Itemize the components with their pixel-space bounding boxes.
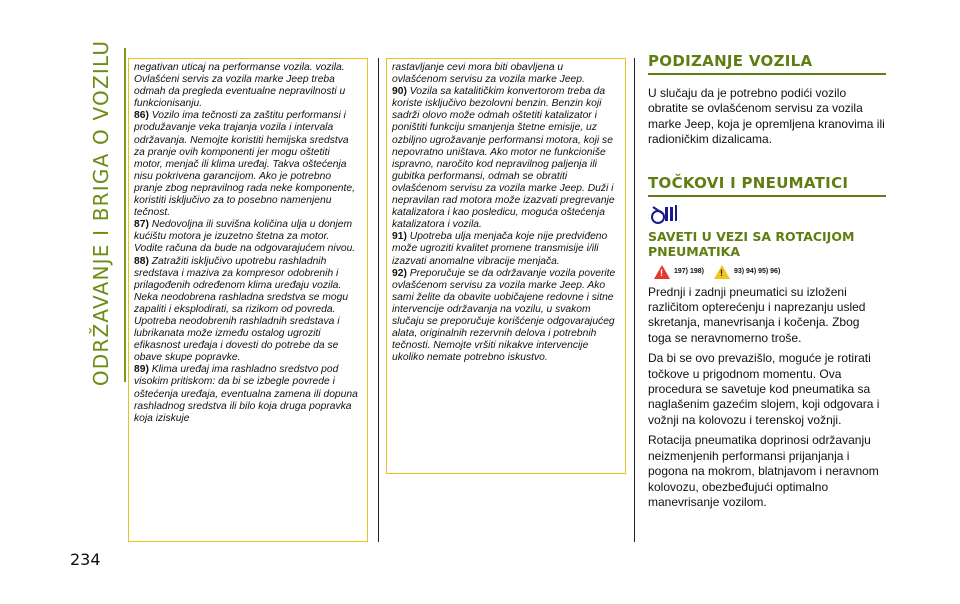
note-87: 87) Nedovoljna ili suvišna količina ulja u donjem kućištu motora je izuzetno štetna za motor. Vodite računa da bude na odgovarajućem nivou.	[134, 219, 356, 255]
caution-refs: 93) 94) 95) 96)	[733, 268, 781, 276]
subheading-rotation: SAVETI U VEZI SA ROTACIJOM PNEUMATIKA	[648, 228, 855, 259]
column-separator-2	[634, 58, 635, 542]
note-91: 91) Upotreba ulja menjača koje nije predviđeno može ugroziti kvalitet promene transmisije i/ili izazvati anomalne vibracije menjača.	[392, 231, 608, 267]
heading-lifting: PODIZANJE VOZILA	[648, 52, 886, 75]
side-title-text: ODRŽAVANJE I BRIGA O VOZILU	[89, 39, 114, 387]
caution-icon: !	[714, 265, 730, 279]
side-rule	[124, 48, 126, 382]
tire-icon	[650, 203, 678, 225]
rotation-paragraph-3: Rotacija pneumatika doprinosi održavanju neizmenjenih performansi prijanjanja i pogona na mokrom, blatnjavom i neravnom kolovozu, obezbeđujući optimalno manevrisanje vozilom.	[648, 433, 879, 509]
warning-box-left	[128, 58, 368, 542]
danger-icon: !	[654, 265, 670, 279]
note-92: 92) Preporučuje se da održavanje vozila poverite ovlašćenom servisu za vozila marke Jeep. Ako sami želite da obavite uobičajene redovne i sitne intervencije održavanja na vozilu, u svakom slučaju se preporučuje korišćenje odgovarajućeg alata, originalnih rezervnih delova i potrebnih tečnosti. Nemojte vršiti nikakve intervencije ukoliko nemate potrebno iskustvo.	[392, 267, 616, 364]
heading-wheels: TOČKOVI I PNEUMATICI	[648, 174, 886, 197]
warning-box-middle	[386, 58, 626, 474]
note-88: 88) Zatražiti isključivo upotrebu rashladnih sredstava i maziva za kompresor odobrenih i prilagođenih određenom klima uređaju vozila. Neka neodobrena rashladna sredstva se mogu zapaliti i eksplodirati, sa rizikom od povreda. Upotreba neodobrenih rashladnih sredstava i lubrikanata može između ostalog ugroziti efikasnost uređaja i dovesti do potrebe da se obave skupe popravke.	[134, 255, 349, 364]
col2-intro: rastavljanje cevi mora biti obavljena u ovlašćenom servisu za vozila marke Jeep.	[392, 62, 585, 86]
right-column	[648, 52, 886, 510]
column-separator-1	[378, 58, 379, 542]
warning-references	[654, 265, 886, 279]
col1-intro: negativan uticaj na performanse vozila. vozila. Ovlašćeni servis za vozila marke Jeep treba odmah da pregleda eventualne nepravilnosti u funkcionisanju.	[134, 62, 346, 110]
page-number: 234	[70, 550, 101, 569]
lifting-paragraph: U slučaju da je potrebno podići vozilo obratite se ovlašćenom servisu za vozila marke Jeep, koja je opremljena kranovima ili radioničkim dizalicama.	[648, 86, 885, 147]
note-90: 90) Vozila sa katalitičkim konvertorom treba da koriste isključivo bezolovni benzin. Benzin koji sadrži olovo može odmah oštetiti katalizator i poništiti funkciju smanjenja štetne emisije, uz ozbiljno ugrožavanje performansi motora, koji se nepovratno uništava. Ako motor ne funkcioniše ispravno, naročito kod nepravilnog paljenja ili gubitka performansi, odmah se obratiti ovlašćenom servisu za vozila marke Jeep. Duži i nepravilan rad motora može izazvati pregrevanje katalizatora i kao posledicu, moguća oštećenja katalizatora i vozila.	[392, 86, 615, 231]
rotation-paragraph-1: Prednji i zadnji pneumatici su izloženi različitom opterećenju i naprezanju usled skretanja, manevrisanja i kočenja. Zbog toga se neravnomerno troše.	[648, 284, 866, 345]
section-side-title	[84, 39, 118, 387]
danger-refs: 197) 198)	[674, 268, 704, 276]
note-86: 86) Vozilo ima tečnosti za zaštitu performansi i produžavanje veka trajanja vozila i intervala održavanja. Nemojte koristiti hemijska sredstva za pranje ovih komponenti jer mogu oštetiti motor, menjač ili klima uređaj. Takva oštećenja nisu pokrivena garancijom. Ako je potrebno pranje zbog nepravilnog rada neke komponente, koristiti isključivo za to posebno namenjenu tečnost.	[134, 110, 355, 219]
rotation-paragraph-2: Da bi se ovo prevazišlo, moguće je rotirati točkove u prigodnom momentu. Ova procedura se savetuje kod pneumatika sa naglašenim gazećim slojem, koji odgovara i vožnji na kolovozu i terenskoj vožnji.	[648, 351, 880, 427]
note-89: 89) Klima uređaj ima rashladno sredstvo pod visokim pritiskom: da bi se izbegle povrede i oštećenja uređaja, eventualna zamena ili dopuna rashladnog sredstva ili bilo koja druga popravka koja iziskuje	[134, 364, 358, 424]
